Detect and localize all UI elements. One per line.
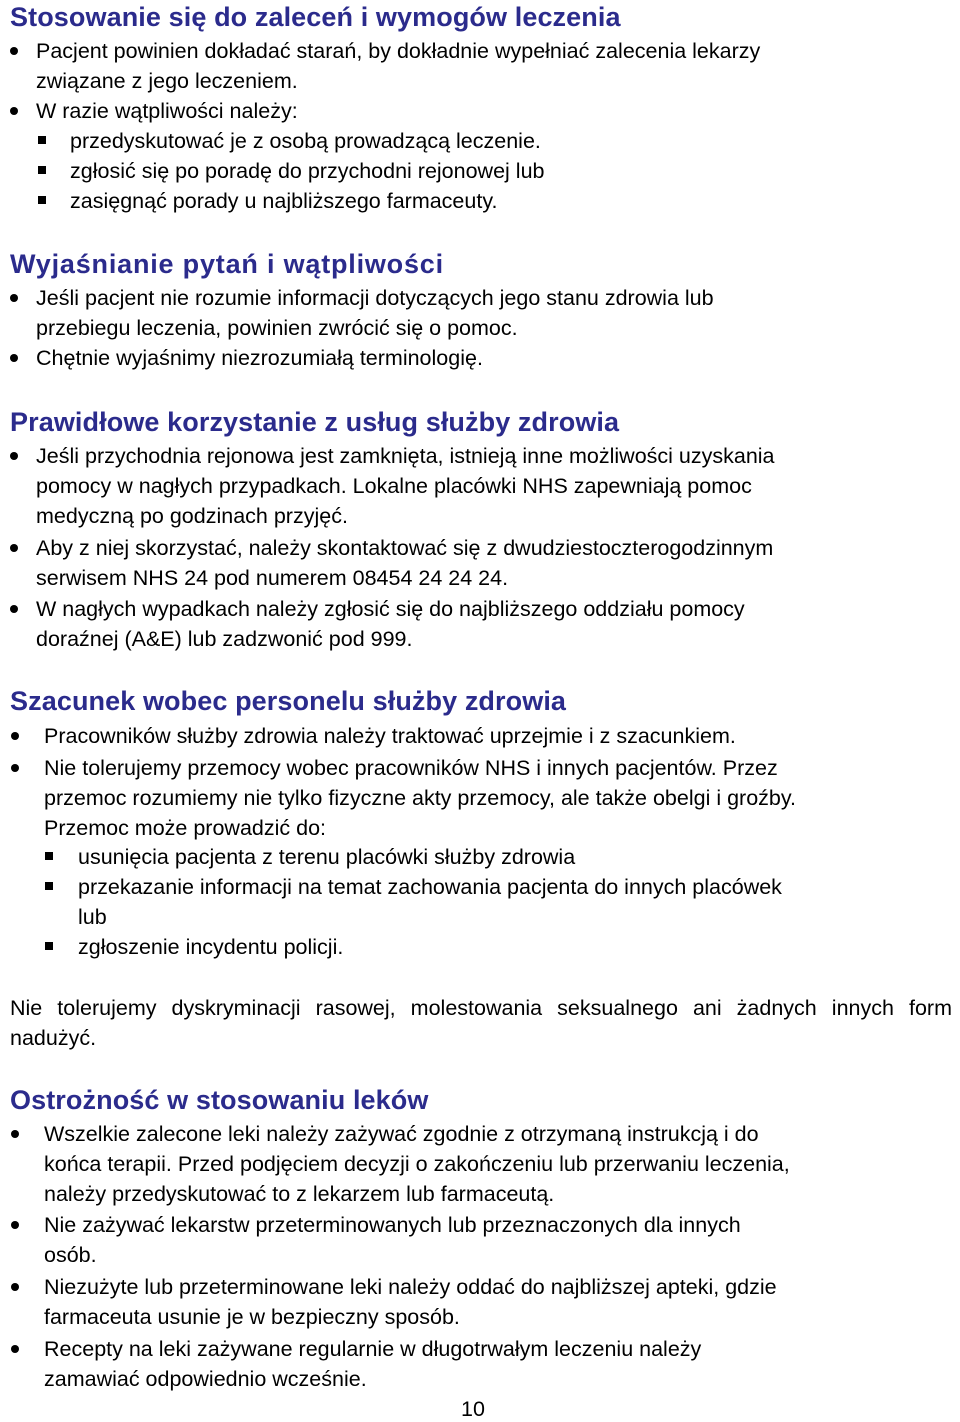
list-item: Chętnie wyjaśnimy niezrozumiałą terminologię. (36, 343, 956, 373)
square-bullet-icon (45, 942, 53, 950)
bullet-icon (10, 47, 18, 55)
sub-list-item: zasięgnąć porady u najbliższego farmaceuty. (70, 186, 950, 216)
bullet-icon (10, 354, 18, 362)
discrimination-paragraph: Nie tolerujemy dyskryminacji rasowej, molestowania seksualnego ani żadnych innych form nadużyć. (10, 996, 952, 1050)
sub-list-item: przekazanie informacji na temat zachowania pacjenta do innych placówek lub (78, 872, 956, 932)
square-bullet-icon (45, 852, 53, 860)
square-bullet-icon (38, 196, 46, 204)
bullet-icon (10, 605, 18, 613)
sub-list-item: przedyskutować je z osobą prowadzącą leczenie. (70, 126, 950, 156)
bullet-icon (10, 544, 18, 552)
list-item: Pacjent powinien dokładać starań, by dokładnie wypełniać zalecenia lekarzy związane z jego leczeniem. (36, 36, 956, 96)
list-item: Nie zażywać lekarstw przeterminowanych lub przeznaczonych dla innych osób. (44, 1210, 958, 1270)
bullet-icon (11, 1130, 19, 1138)
list-item: Jeśli pacjent nie rozumie informacji dotyczących jego stanu zdrowia lub przebiegu leczenia, powinien zwrócić się o pomoc. (36, 283, 956, 343)
list-item: Pracowników służby zdrowia należy traktować uprzejmie i z szacunkiem. (44, 721, 958, 751)
section-heading: Stosowanie się do zaleceń i wymogów leczenia (10, 2, 621, 32)
bullet-icon (11, 764, 19, 772)
bullet-icon (11, 1283, 19, 1291)
bullet-icon (11, 1345, 19, 1353)
list-item: Wszelkie zalecone leki należy zażywać zgodnie z otrzymaną instrukcją i do końca terapii. Przed podjęciem decyzji o zakończeniu lub przerwaniu leczenia, należy przedyskutować to z lekarzem lub farmaceutą. (44, 1119, 958, 1209)
list-item: Nie tolerujemy przemocy wobec pracowników NHS i innych pacjentów. Przez przemoc rozumiemy nie tylko fizyczne akty przemocy, ale także obelgi i groźby. Przemoc może prowadzić do: (44, 753, 958, 843)
sub-list-item: usunięcia pacjenta z terenu placówki służby zdrowia (78, 842, 956, 872)
section-heading: Szacunek wobec personelu służby zdrowia (10, 686, 567, 716)
list-item: Niezużyte lub przeterminowane leki należy oddać do najbliższej apteki, gdzie farmaceuta usunie je w bezpieczny sposób. (44, 1272, 958, 1332)
list-item: W razie wątpliwości należy: (36, 96, 956, 126)
list-item: Jeśli przychodnia rejonowa jest zamknięta, istnieją inne możliwości uzyskania pomocy w nagłych przypadkach. Lokalne placówki NHS zapewniają pomoc medyczną po godzinach przyjęć. (36, 441, 956, 531)
page-number: 10 (461, 1397, 485, 1421)
bullet-icon (10, 107, 18, 115)
list-item: Recepty na leki zażywane regularnie w długotrwałym leczeniu należy zamawiać odpowiednio wcześnie. (44, 1334, 958, 1394)
square-bullet-icon (38, 166, 46, 174)
list-item: Aby z niej skorzystać, należy skontaktować się z dwudziestoczterogodzinnym serwisem NHS 24 pod numerem 08454 24 24 24. (36, 533, 956, 593)
bullet-icon (11, 732, 19, 740)
section-heading: Wyjaśnianie pytań i wątpliwości (10, 249, 444, 279)
sub-list-item: zgłosić się po poradę do przychodni rejonowej lub (70, 156, 950, 186)
sub-list-item: zgłoszenie incydentu policji. (78, 932, 956, 962)
bullet-icon (10, 294, 18, 302)
square-bullet-icon (45, 882, 53, 890)
bullet-icon (10, 452, 18, 460)
bullet-icon (11, 1221, 19, 1229)
section-heading: Prawidłowe korzystanie z usług służby zdrowia (10, 407, 620, 437)
square-bullet-icon (38, 136, 46, 144)
section-heading: Ostrożność w stosowaniu leków (10, 1085, 429, 1115)
list-item: W nagłych wypadkach należy zgłosić się do najbliższego oddziału pomocy doraźnej (A&E) lub zadzwonić pod 999. (36, 594, 956, 654)
